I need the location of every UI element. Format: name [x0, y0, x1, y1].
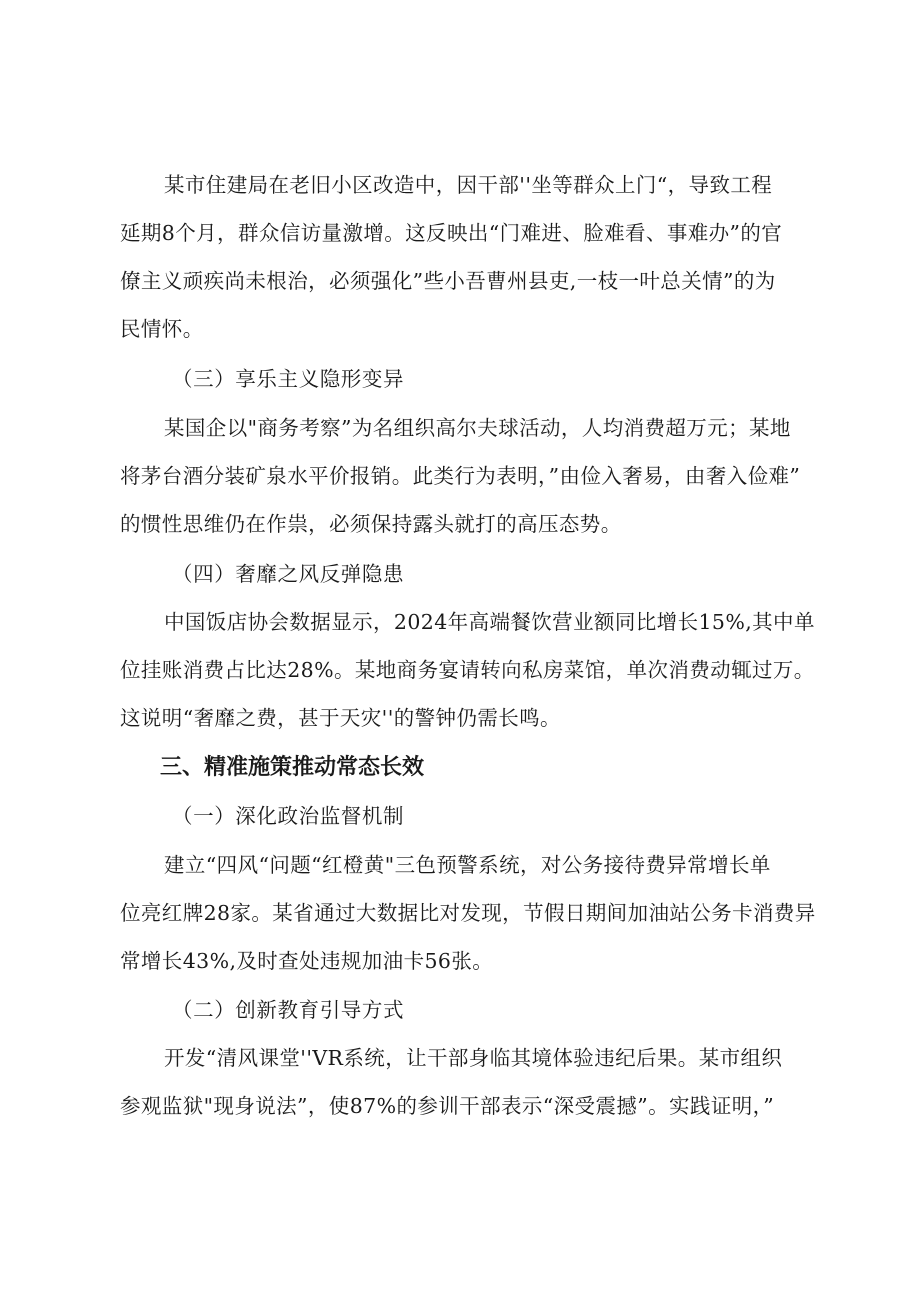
text-line: 这说明“奢靡之费，甚于天灾''的警钟仍需长鸣。 — [120, 706, 561, 730]
section-heading: 三、精准施策推动常态长效 — [160, 755, 425, 780]
text-line: 僚主义顽疾尚未根治，必须强化”些小吾曹州县吏,一枝一叶总关情”的为 — [120, 269, 776, 293]
text-line: 开发“清风课堂''VR系统，让干部身临其境体验违纪后果。某市组织 — [164, 1046, 783, 1070]
text-line: 建立“四风“问题“红橙黄"三色预警系统，对公务接待费异常增长单 — [164, 853, 771, 877]
text-line: 位挂账消费占比达28%。某地商务宴请转向私房菜馆，单次消费动辄过万。 — [120, 658, 815, 682]
text-line: 民情怀。 — [120, 317, 204, 341]
paragraph-vr-classroom — [120, 1034, 809, 1130]
text-line: 某市住建局在老旧小区改造中，因干部''坐等群众上门“，导致工程 — [164, 173, 773, 197]
paragraph-state-enterprise — [120, 404, 809, 548]
subheading-political-supervision: （一）深化政治监督机制 — [172, 804, 405, 828]
subheading-extravagance: （四）奢靡之风反弹隐患 — [172, 562, 405, 586]
text-line: 将茅台酒分装矿泉水平价报销。此类行为表明，”由俭入奢易，由奢入俭难” — [120, 464, 801, 488]
paragraph-housing-bureau — [120, 161, 809, 353]
text-line: 常增长43%,及时查处违规加油卡56张。 — [120, 949, 494, 973]
subheading-hedonism: （三）享乐主义隐形变异 — [172, 367, 405, 391]
text-line: 中国饭店协会数据显示，2024年高端餐饮营业额同比增长15%,其中单 — [164, 610, 815, 634]
paragraph-restaurant-data — [120, 598, 815, 742]
subheading-education: （二）创新教育引导方式 — [172, 998, 405, 1022]
paragraph-warning-system — [120, 841, 816, 985]
text-line: 的惯性思维仍在作祟，必须保持露头就打的高压态势。 — [120, 512, 622, 536]
text-line: 参观监狱"现身说法”，使87%的参训干部表示“深受震撼”。实践证明，” — [120, 1094, 775, 1118]
text-line: 位亮红牌28家。某省通过大数据比对发现，节假日期间加油站公务卡消费异 — [120, 901, 816, 925]
text-line: 延期8个月，群众信访量激增。这反映出“门难进、脸难看、事难办”的官 — [120, 221, 783, 245]
text-line: 某国企以"商务考察”为名组织高尔夫球活动，人均消费超万元；某地 — [164, 416, 791, 440]
